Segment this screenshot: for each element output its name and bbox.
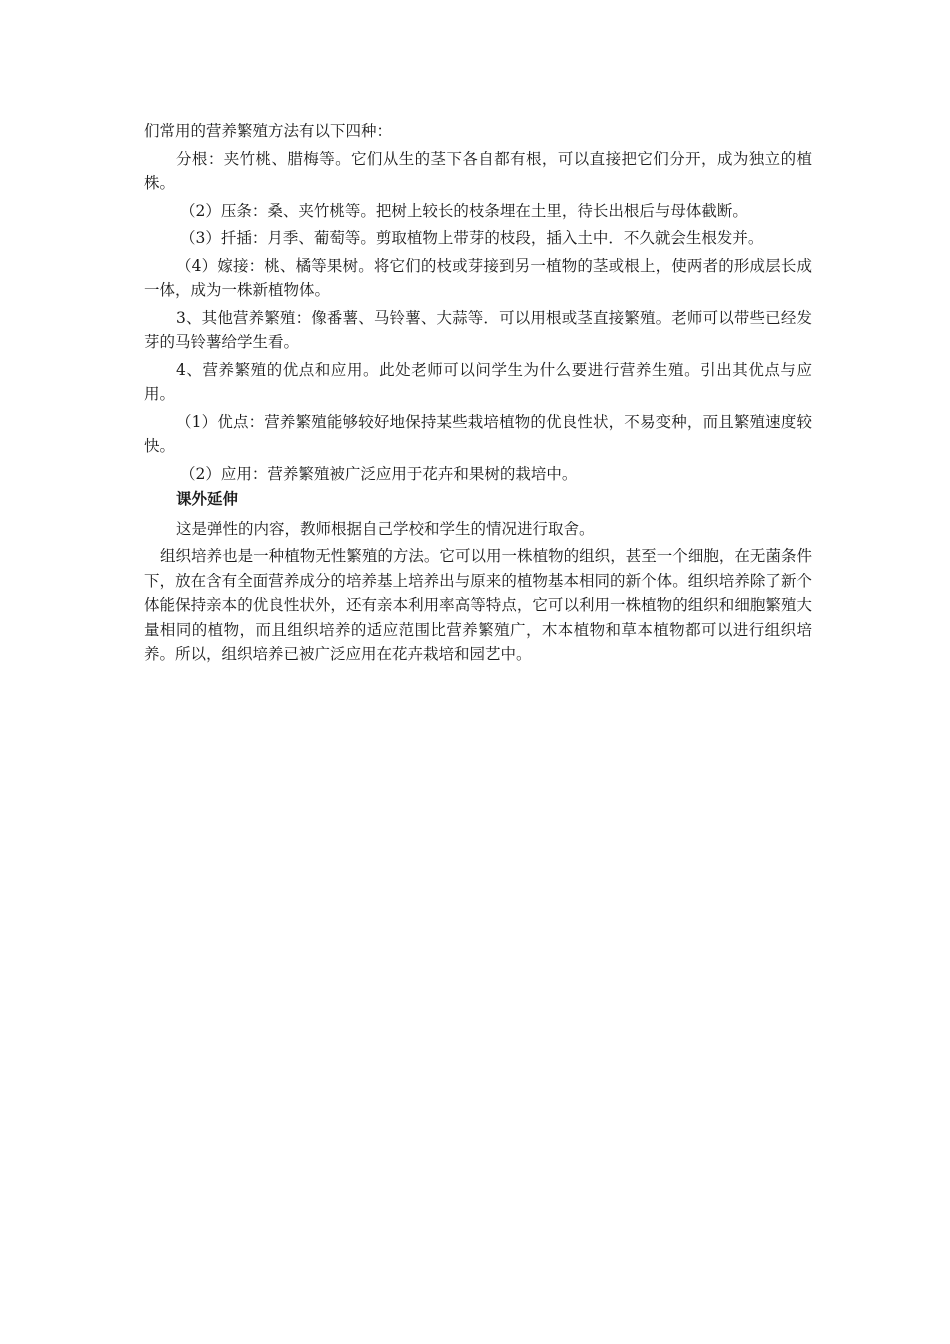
paragraph-cutting: （3）扦插：月季、葡萄等。剪取植物上带芽的枝段，插入土中．不久就会生根发并。 [180,229,764,247]
paragraph-elective-note: 这是弹性的内容，教师根据自己学校和学生的情况进行取舍。 [176,519,595,538]
paragraph-division: 分根：夹竹桃、腊梅等。它们从生的茎下各自都有根，可以直接把它们分开，成为独立的植株。 [144,149,812,192]
paragraph-applications: （2）应用：营养繁殖被广泛应用于花卉和果树的栽培中。 [180,464,578,483]
paragraph-grafting: （4）嫁接：桃、橘等果树。将它们的枝或芽接到另一植物的茎或根上，使两者的形成层长成一体，成为一株新植物体。 [144,256,812,299]
paragraph-tissue-culture: 组织培养也是一种植物无性繁殖的方法。它可以用一株植物的组织，甚至一个细胞，在无菌条件下，放在含有全面营养成分的培养基上培养出与原来的植物基本相同的新个体。组织培养除了新个体能保持亲本的优良性状外，还有亲本利用率高等特点，它可以利用一株植物的组织和细胞繁殖大量相同的植物，而且组织培养的适应范围比营养繁殖广，木本植物和草本植物都可以进行组织培养。所以，组织培养已被广泛应用在花卉栽培和园艺中。 [144,547,812,663]
paragraph-layering: （2）压条：桑、夹竹桃等。把树上较长的枝条埋在土里，待长出根后与母体截断。 [180,201,748,220]
paragraph-other-propagation: 3、其他营养繁殖：像番薯、马铃薯、大蒜等．可以用根或茎直接繁殖。老师可以带些已经发芽的马铃薯给学生看。 [144,308,812,351]
paragraph-advantages-intro: 4、营养繁殖的优点和应用。此处老师可以问学生为什么要进行营养生殖。引出其优点与应用。 [144,360,812,403]
paragraph-advantages: （1）优点：营养繁殖能够较好地保持某些栽培植物的优良性状，不易变种，而且繁殖速度较快。 [144,412,812,455]
document-body [144,119,812,667]
paragraph-intro: 们常用的营养繁殖方法有以下四种： [144,122,393,140]
section-heading: 课外延伸 [176,490,239,508]
